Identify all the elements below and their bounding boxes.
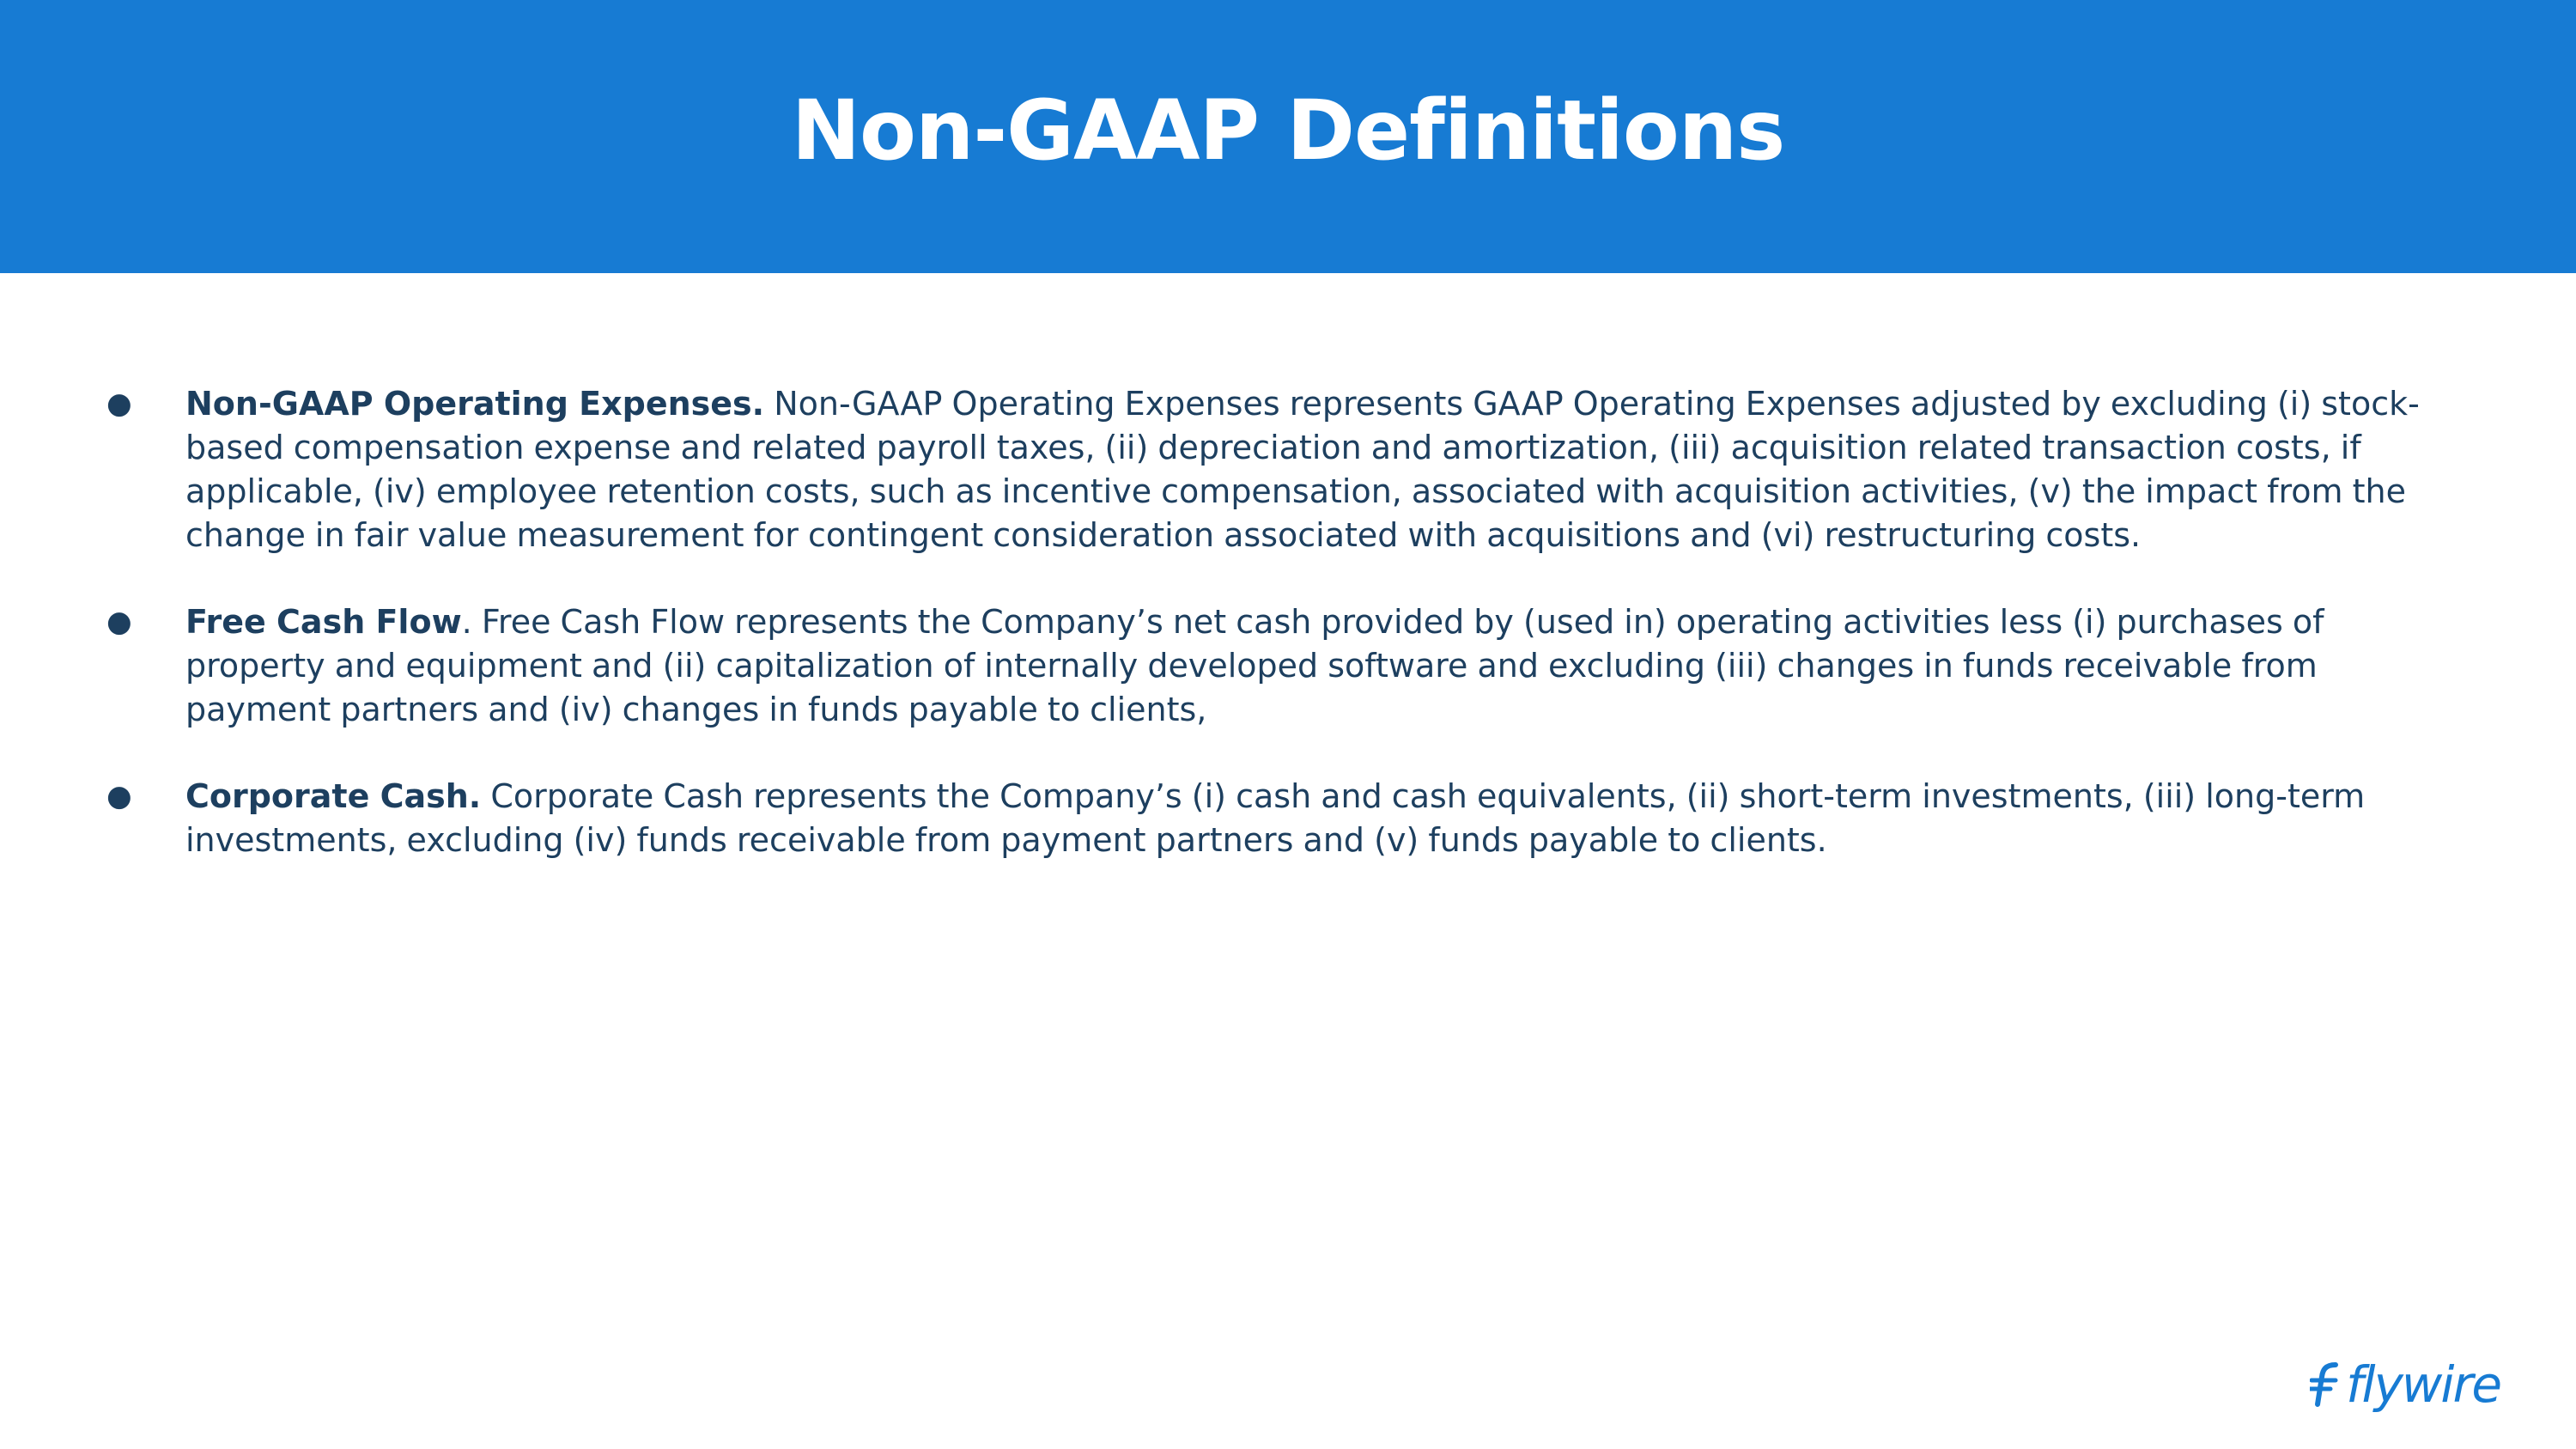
definitions-list: [96, 382, 2466, 862]
definition-text: . Free Cash Flow represents the Company’s net cash provided by (used in) operating activities less (i) purchases of property and equipment and (ii) capitalization of internally developed software and excluding (iii) changes in funds receivable from payment partners and (iv) changes in funds payable to clients,: [185, 603, 2324, 728]
logo-wordmark: flywire: [2346, 1355, 2500, 1414]
flywire-mark-icon: [2310, 1361, 2342, 1408]
definition-item: [96, 600, 2466, 732]
definition-text: Non-GAAP Operating Expenses represents GAAP Operating Expenses adjusted by excluding (i) stock-based compensation expense and related payroll taxes, (ii) depreciation and amortization, (iii) acquisition related transaction costs, if applicable, (iv) employee retention costs, such as incentive compensation, associated with acquisition activities, (v) the impact from the change in fair value measurement for contingent consideration associated with acquisitions and (vi) restructuring costs.: [185, 385, 2420, 554]
flywire-logo: [2310, 1353, 2500, 1416]
bullet-icon: ●: [106, 387, 132, 421]
definition-item: [96, 382, 2466, 557]
page-title: Non-GAAP Definitions: [791, 82, 1785, 179]
definition-term: Free Cash Flow: [185, 603, 462, 641]
bullet-icon: ●: [106, 605, 132, 639]
definition-text: Corporate Cash represents the Company’s (i) cash and cash equivalents, (ii) short-term investments, (iii) long-term investments, excluding (iv) funds receivable from payment partners and (v) funds payable to clients.: [185, 777, 2366, 859]
definition-term: Corporate Cash.: [185, 777, 482, 815]
definition-item: [96, 775, 2466, 862]
bullet-icon: ●: [106, 779, 132, 813]
definition-term: Non-GAAP Operating Expenses.: [185, 385, 765, 423]
